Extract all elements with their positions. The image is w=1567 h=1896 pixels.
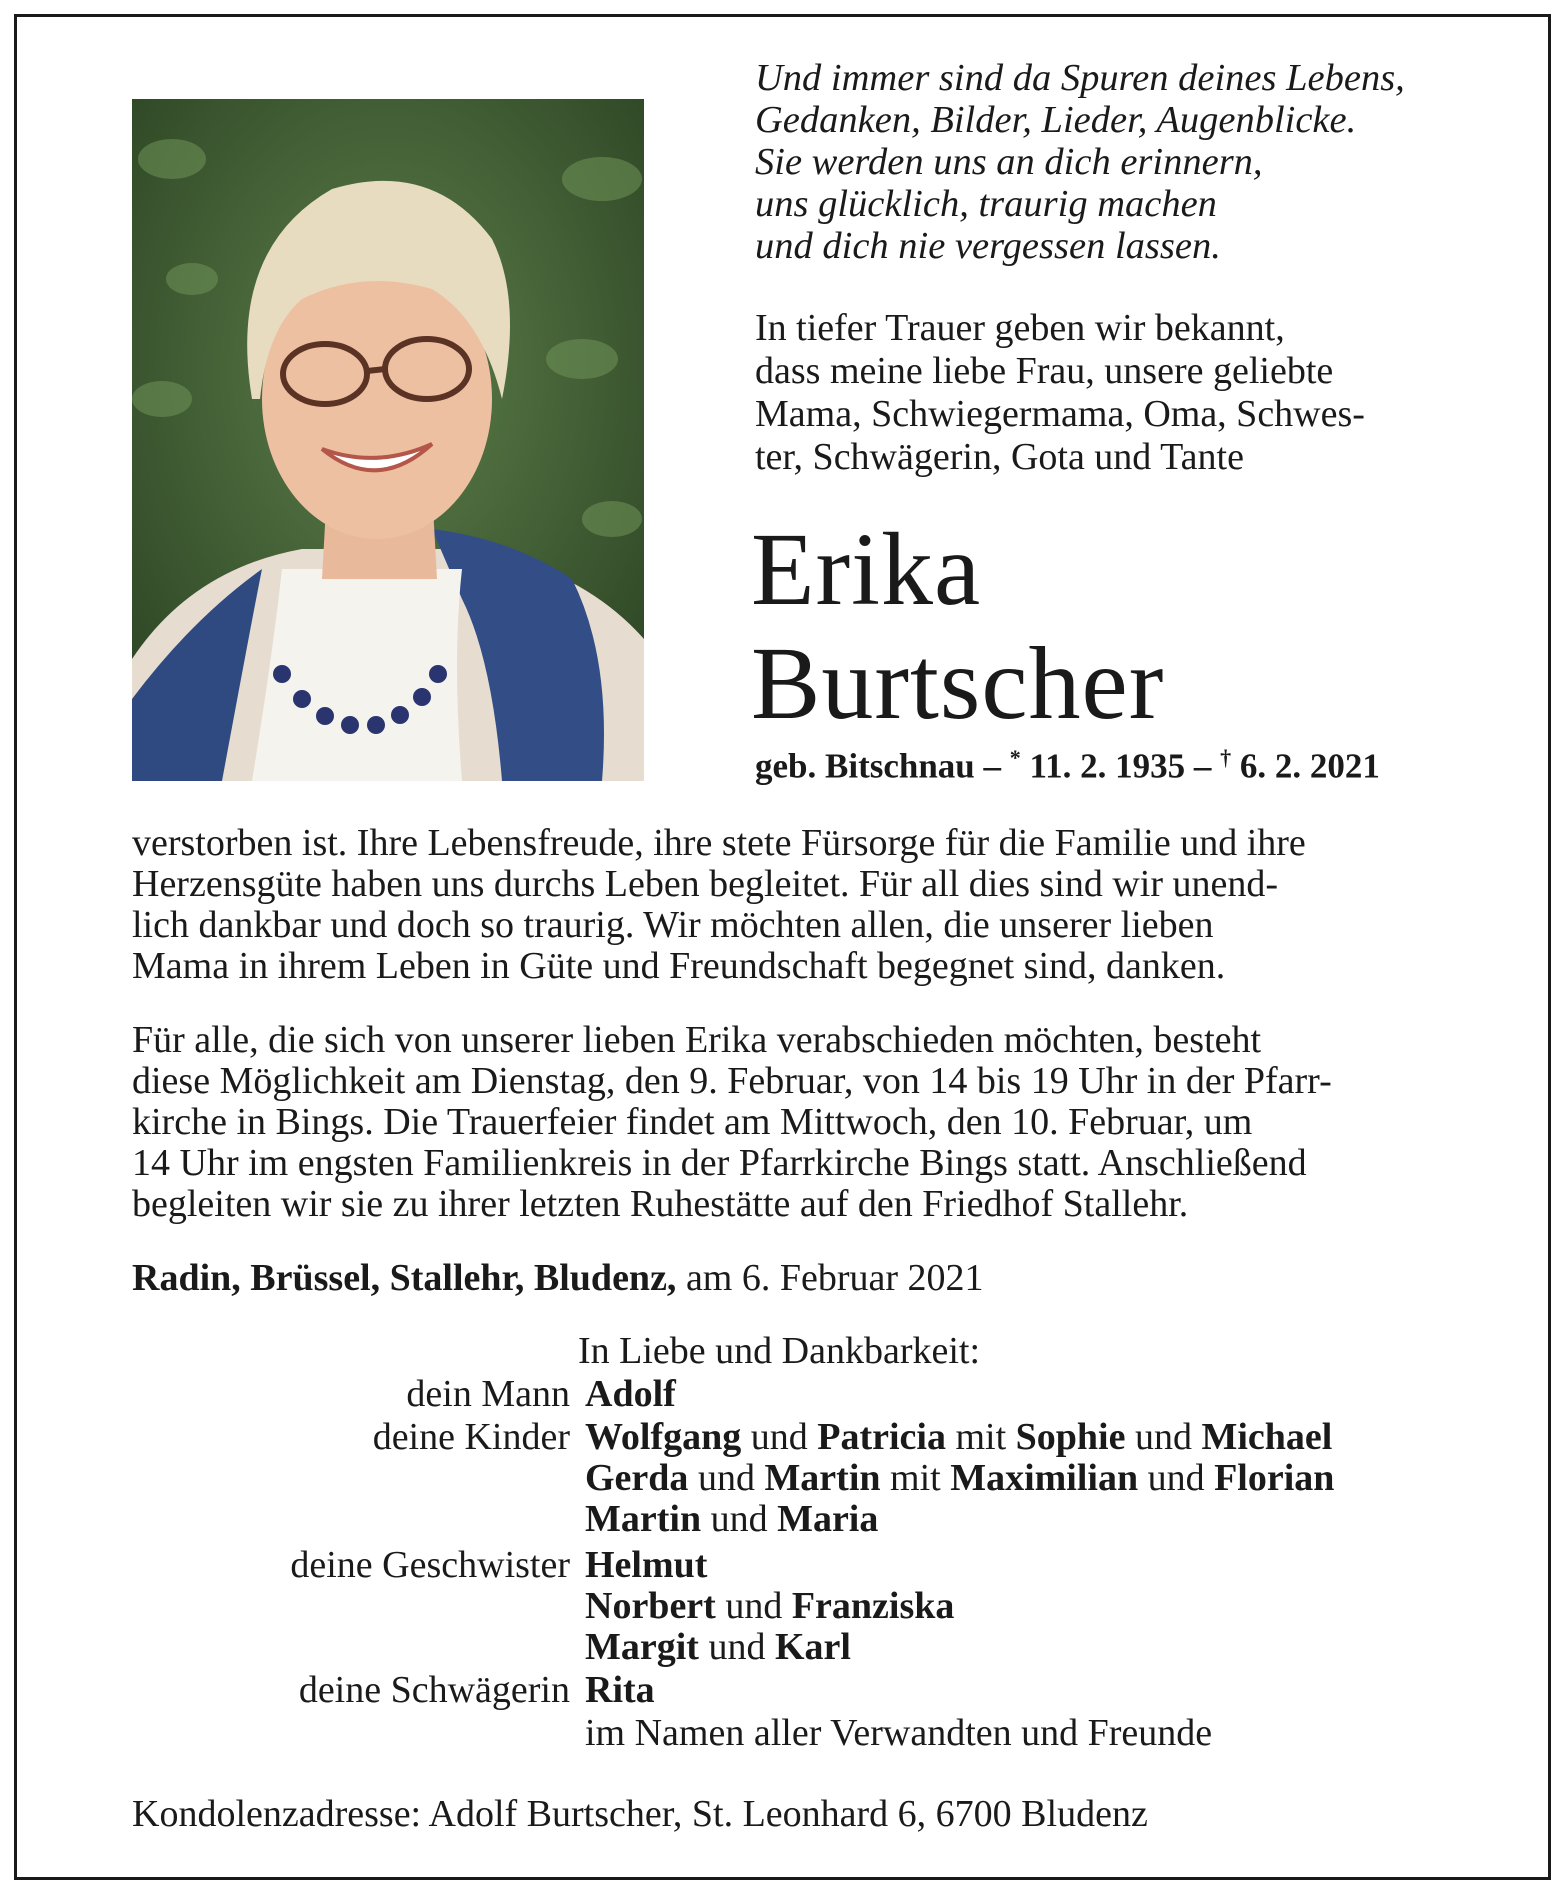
paragraph-line: diese Möglichkeit am Dienstag, den 9. Februar, von 14 bis 19 Uhr in der Pfarr- bbox=[132, 1060, 1332, 1102]
portrait-photo bbox=[132, 99, 644, 781]
first-name: Erika bbox=[751, 512, 982, 627]
mourner-names bbox=[585, 1586, 954, 1627]
deceased-name bbox=[751, 513, 1164, 741]
mourner-name: Margit bbox=[585, 1626, 699, 1668]
mourner-name: Helmut bbox=[585, 1544, 708, 1586]
place-and-date bbox=[132, 1256, 984, 1300]
dash: – bbox=[1185, 746, 1221, 786]
poem-line: Gedanken, Bilder, Lieder, Augenblicke. bbox=[755, 99, 1357, 141]
paragraph-line: Herzensgüte haben uns durchs Leben begleitet. Für all dies sind wir unend- bbox=[132, 863, 1279, 905]
funeral-info-paragraph bbox=[132, 1020, 1458, 1225]
death-date: 6. 2. 2021 bbox=[1231, 746, 1380, 786]
paragraph-line: Für alle, die sich von unserer lieben Erika verabschieden möchten, besteht bbox=[132, 1019, 1262, 1061]
connector: und bbox=[1125, 1416, 1202, 1458]
portrait-illustration bbox=[132, 99, 644, 781]
mourner-names bbox=[585, 1670, 655, 1711]
mourner-name: Martin bbox=[764, 1457, 881, 1499]
mourner-name: Michael bbox=[1201, 1416, 1333, 1458]
announcement-intro bbox=[755, 307, 1443, 479]
mourner-names bbox=[585, 1499, 878, 1540]
mourner-others: im Namen aller Verwandten und Freunde bbox=[585, 1712, 1213, 1754]
mourner-name: Maximilian bbox=[950, 1457, 1139, 1499]
intro-line: In tiefer Trauer geben wir bekannt, bbox=[755, 307, 1285, 349]
connector: und bbox=[1138, 1457, 1215, 1499]
last-name: Burtscher bbox=[751, 626, 1165, 741]
mourner-name: Adolf bbox=[585, 1373, 676, 1415]
paragraph-line: verstorben ist. Ihre Lebensfreude, ihre stete Fürsorge für die Familie und ihre bbox=[132, 822, 1306, 864]
mourner-names bbox=[585, 1627, 851, 1668]
paragraph-line: 14 Uhr im engsten Familienkreis in der Pfarrkirche Bings statt. Anschließend bbox=[132, 1142, 1307, 1184]
poem-line: Sie werden uns an dich erinnern, bbox=[755, 141, 1263, 183]
paragraph-line: Mama in ihrem Leben in Güte und Freundschaft begegnet sind, danken. bbox=[132, 945, 1226, 987]
signoff: In Liebe und Dankbarkeit: bbox=[578, 1330, 981, 1372]
mourner-name: Sophie bbox=[1015, 1416, 1126, 1458]
mourner-name: Florian bbox=[1214, 1457, 1335, 1499]
paragraph-line: kirche in Bings. Die Trauerfeier findet am Mittwoch, den 10. Februar, um bbox=[132, 1101, 1253, 1143]
mourner-name: Patricia bbox=[817, 1416, 946, 1458]
tribute-paragraph bbox=[132, 823, 1458, 987]
death-cross-icon: † bbox=[1220, 745, 1232, 770]
paragraph-line: lich dankbar und doch so traurig. Wir möchten allen, die unserer lieben bbox=[132, 904, 1214, 946]
poem-line: Und immer sind da Spuren deines Lebens, bbox=[755, 57, 1405, 99]
connector: und bbox=[688, 1457, 765, 1499]
mourner-name: Norbert bbox=[585, 1585, 716, 1627]
connector: mit bbox=[945, 1416, 1016, 1458]
dash: – bbox=[974, 746, 1010, 786]
condolence-address: Kondolenzadresse: Adolf Burtscher, St. Leonhard 6, 6700 Bludenz bbox=[132, 1793, 1148, 1835]
intro-line: dass meine liebe Frau, unsere geliebte bbox=[755, 350, 1334, 392]
paragraph-line: begleiten wir sie zu ihrer letzten Ruhestätte auf den Friedhof Stallehr. bbox=[132, 1183, 1189, 1225]
locations: Radin, Brüssel, Stallehr, Bludenz, bbox=[132, 1257, 677, 1299]
mourner-label: deine Schwägerin bbox=[298, 1669, 570, 1711]
birth-star-icon: * bbox=[1009, 745, 1021, 770]
mourner-name: Wolfgang bbox=[585, 1416, 742, 1458]
mourner-name: Franziska bbox=[791, 1585, 955, 1627]
mourner-label: dein Mann bbox=[406, 1373, 570, 1415]
intro-line: ter, Schwägerin, Gota und Tante bbox=[755, 436, 1244, 478]
connector: und bbox=[698, 1626, 775, 1668]
mourner-name: Martin bbox=[585, 1498, 702, 1540]
maiden-name: geb. Bitschnau bbox=[755, 746, 975, 786]
life-dates bbox=[755, 745, 1380, 787]
poem-line: uns glücklich, traurig machen bbox=[755, 183, 1217, 225]
mourner-names bbox=[585, 1417, 1332, 1458]
mourner-name: Gerda bbox=[585, 1457, 689, 1499]
notice-date: am 6. Februar 2021 bbox=[676, 1257, 984, 1299]
connector: und bbox=[701, 1498, 778, 1540]
mourner-name: Maria bbox=[777, 1498, 879, 1540]
connector: mit bbox=[880, 1457, 951, 1499]
mourner-name: Karl bbox=[774, 1626, 851, 1668]
connector: und bbox=[741, 1416, 818, 1458]
birth-date: 11. 2. 1935 bbox=[1020, 746, 1186, 786]
mourner-name: Rita bbox=[585, 1669, 655, 1711]
mourner-names bbox=[585, 1458, 1334, 1499]
poem-line: und dich nie vergessen lassen. bbox=[755, 225, 1221, 267]
mourner-label: deine Geschwister bbox=[290, 1544, 570, 1586]
poem bbox=[755, 57, 1475, 267]
mourner-names bbox=[585, 1374, 676, 1415]
obituary-notice bbox=[14, 14, 1551, 1880]
mourner-label: deine Kinder bbox=[372, 1416, 570, 1458]
intro-line: Mama, Schwiegermama, Oma, Schwes- bbox=[755, 393, 1365, 435]
connector: und bbox=[715, 1585, 792, 1627]
mourner-names bbox=[585, 1545, 707, 1586]
